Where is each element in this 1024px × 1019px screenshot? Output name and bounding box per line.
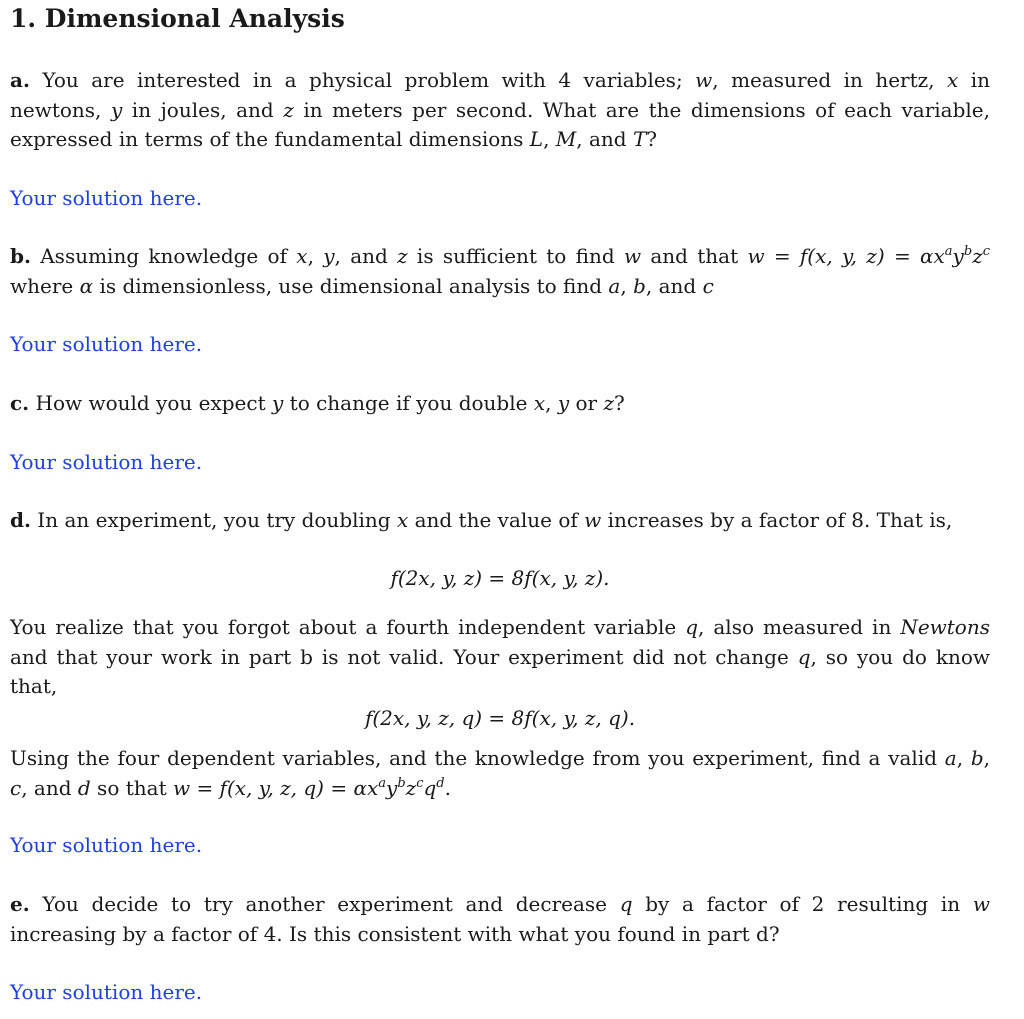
part-c-solution: Your solution here. (10, 450, 203, 474)
part-a-question: a. You are interested in a physical problem with 4 variables; w, measured in hertz, x in newtons, y in joules, and z in meters per second. What are the dimensions of each variable, expressed in terms of the fundamental dimensions L, M, and T? (10, 68, 990, 151)
section-title: 1. Dimensional Analysis (10, 4, 345, 33)
equation-2: f(2x, y, z, q) = 8f(x, y, z, q). (364, 706, 636, 730)
part-a-solution: Your solution here. (10, 186, 203, 210)
part-d-question: d. In an experiment, you try doubling x and the value of w increases by a factor of 8. That is, (10, 508, 953, 532)
part-c-question: c. How would you expect y to change if you double x, y or z? (10, 391, 625, 415)
part-b-solution: Your solution here. (10, 332, 203, 356)
part-b-question: b. Assuming knowledge of x, y, and z is sufficient to find w and that w = f(x, y, $z) = \alpha x^ay^bz^c$ where α is dimensionless, use dimensional analysis to find a, b, and c (10, 244, 991, 298)
part-d-continued: You realize that you forgot about a fourth independent variable q, also measured in Newtons and that your work in part b is not valid. Your experiment did not change q, so you do know that, (10, 615, 990, 698)
part-e-question: e. You decide to try another experiment and decrease q by a factor of 2 resulting in w increasing by a factor of 4. Is this consistent with what you found in part d? (10, 892, 990, 946)
part-e-solution: Your solution here. (10, 980, 203, 1004)
equation-1: f(2x, y, z) = 8f(x, y, z). (390, 566, 610, 590)
part-d-task: Using the four dependent variables, and the knowledge from you experiment, find a valid a, b, c, and d so that w = f(x, y, z, $q) = \alpha x^ay^bz^cq^d$. (10, 746, 990, 800)
part-d-solution: Your solution here. (10, 833, 203, 857)
